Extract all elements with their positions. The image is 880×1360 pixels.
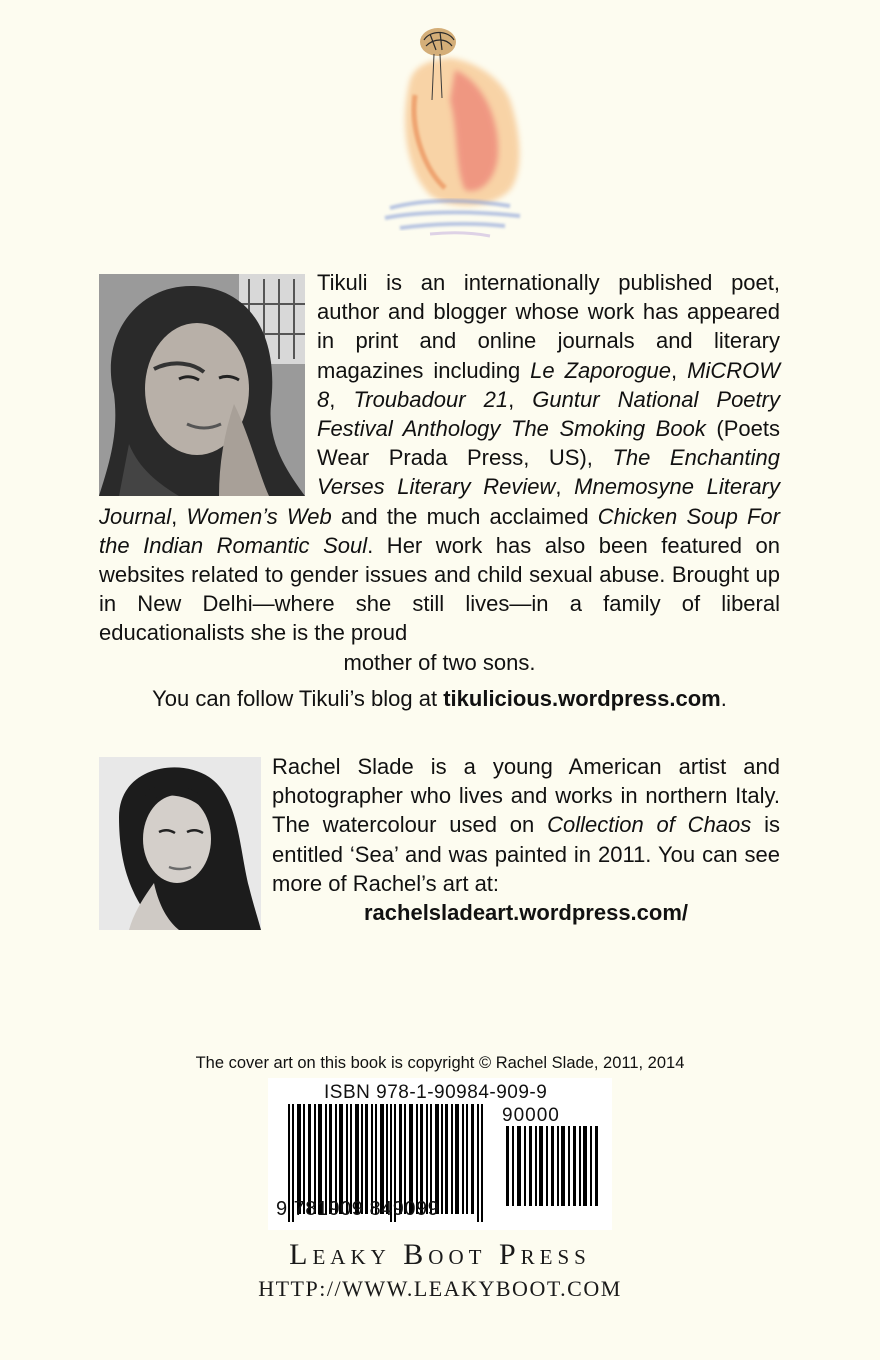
blog-follow-line: You can follow Tikuli’s blog at tikulicious.wordpress.com. [152, 686, 727, 711]
title-collection-of-chaos: Collection of Chaos [547, 812, 752, 838]
rachel-bio: Rachel Slade is a young American artist and photographer who lives and works in northern Italy. The watercolour used on Collection of Chaos is entitled ‘Sea’ and was painted in 2011. You can see more of Rachel’s art at: rachelsladeart.wordpress.com/ [272, 752, 780, 927]
isbn-barcode [268, 1078, 612, 1230]
rachel-art-link[interactable]: rachelsladeart.wordpress.com/ [363, 900, 689, 926]
title-mnemosyne: Mnemosyne Literary Journal [99, 474, 780, 529]
barcode-digits: 9 781909 849099 [276, 1198, 440, 1220]
bio-last-line: mother of two sons. [343, 649, 536, 675]
price-addon: 90000 [502, 1105, 560, 1126]
tikuli-bio: Tikuli is an internationally published poet, author and blogger whose work has appeared in print and online journals and literary magazines including Le Zaporogue, MiCROW 8, Troubadour 21, Guntur National Poetry Festival Anthology The Smoking Book (Poets Wear Prada Press, US), The Enchanting Verses Literary Review, Mnemosyne Literary Journal, Women’s Web and the much acclaimed Chicken Soup For the Indian Romantic Soul. Her work has also been featured on websites related to gender issues and child sexual abuse. Brought up in New Delhi—where she still lives—in a family of liberal educationalists she is the proud mother of two sons. [99, 268, 780, 677]
title-le-zaporogue: Le Zaporogue [530, 357, 672, 383]
publisher-name: Leaky Boot Press [289, 1238, 591, 1271]
title-troubadour: Troubadour 21 [353, 386, 509, 412]
rachel-artist-photo [99, 757, 261, 930]
copyright-notice: The cover art on this book is copyright © Rachel Slade, 2011, 2014 [195, 1054, 685, 1072]
title-enchanting-verses: The Enchanting Verses Literary Review [317, 445, 781, 500]
isbn-number: ISBN 978-1-90984-909-9 [324, 1082, 548, 1103]
title-microw: MiCROW 8 [317, 357, 780, 412]
publisher-url[interactable]: HTTP://WWW.LEAKYBOOT.COM [258, 1276, 622, 1301]
title-womens-web: Women’s Web [186, 503, 332, 529]
watercolour-artwork [370, 20, 540, 245]
title-chicken-soup: Chicken Soup For the Indian Romantic Soul [99, 503, 780, 558]
blog-link[interactable]: tikulicious.wordpress.com [443, 686, 721, 711]
title-guntur-anthology: Guntur National Poetry Festival Anthology The Smoking Book [317, 386, 780, 442]
